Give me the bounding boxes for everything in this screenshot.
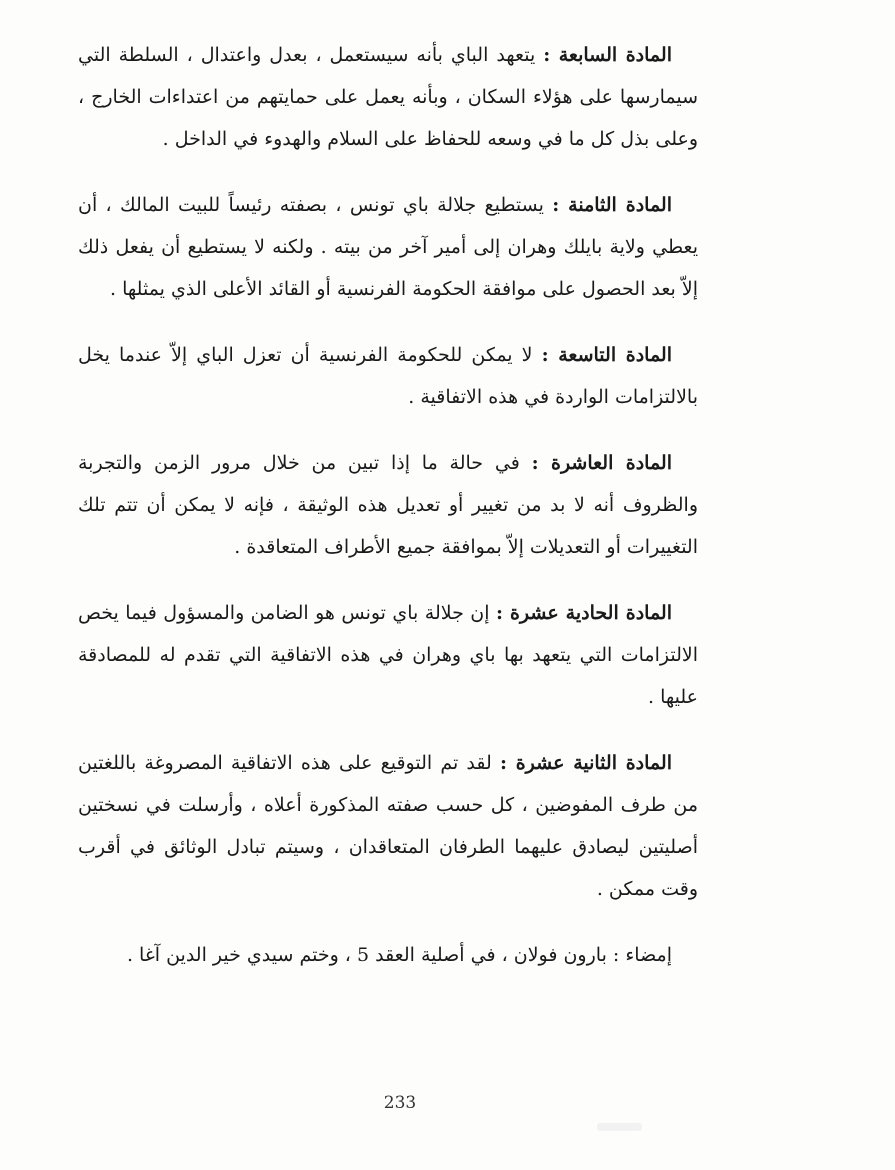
article-10 — [78, 442, 698, 568]
article-body: يستطيع جلالة باي تونس ، بصفته رئيساً للبيت المالك ، أن يعطي ولاية بايلك وهران إلى أمير آخر من بيته . ولكنه لا يستطيع أن يفعل ذلك إلاّ بعد الحصول على موافقة الحكومة الفرنسية أو القائد الأعلى الذي يمثلها . — [78, 194, 698, 300]
article-heading: المادة العاشرة : — [531, 452, 672, 474]
article-body: إن جلالة باي تونس هو الضامن والمسؤول فيما يخص الالتزامات التي يتعهد بها باي وهران في هذه الاتفاقية التي تقدم له للمصادقة عليها . — [78, 602, 698, 708]
article-8 — [78, 184, 698, 310]
article-7 — [78, 34, 698, 160]
scan-artifact — [597, 1123, 642, 1131]
article-body: لقد تم التوقيع على هذه الاتفاقية المصروغة باللغتين من طرف المفوضين ، كل حسب صفته المذكورة أعلاه ، وأرسلت في نسختين أصليتين ليصادق عليهما الطرفان المتعاقدان ، وسيتم تبادل الوثائق في أقرب وقت ممكن . — [78, 752, 698, 900]
article-12 — [78, 742, 698, 910]
article-body: يتعهد الباي بأنه سيستعمل ، بعدل واعتدال ، السلطة التي سيمارسها على هؤلاء السكان ، وبأنه يعمل على حمايتهم من اعتداءات الخارج ، وعلى بذل كل ما في وسعه للحفاظ على السلام والهدوء في الداخل . — [78, 44, 698, 150]
article-9 — [78, 334, 698, 418]
page-number: 233 — [383, 1093, 417, 1113]
article-heading: المادة الثامنة : — [552, 194, 673, 216]
article-body: لا يمكن للحكومة الفرنسية أن تعزل الباي إلاّ عندما يخل بالالتزامات الواردة في هذه الاتفاقية . — [78, 344, 698, 408]
article-heading: المادة السابعة : — [543, 44, 672, 66]
article-heading: المادة الحادية عشرة : — [495, 602, 673, 624]
article-11 — [78, 592, 698, 718]
signature-line: إمضاء : بارون فولان ، في أصلية العقد 5 ، وختم سيدي خير الدين آغا . — [126, 944, 672, 966]
article-heading: المادة الثانية عشرة : — [499, 752, 672, 774]
article-body: في حالة ما إذا تبين من خلال مرور الزمن والتجربة والظروف أنه لا بد من تغيير أو تعديل هذه الوثيقة ، فإنه لا يمكن أن تتم تلك التغييرات أو التعديلات إلاّ بموافقة جميع الأطراف المتعاقدة . — [78, 452, 698, 558]
article-heading: المادة التاسعة : — [541, 344, 672, 366]
document-text — [78, 34, 698, 976]
